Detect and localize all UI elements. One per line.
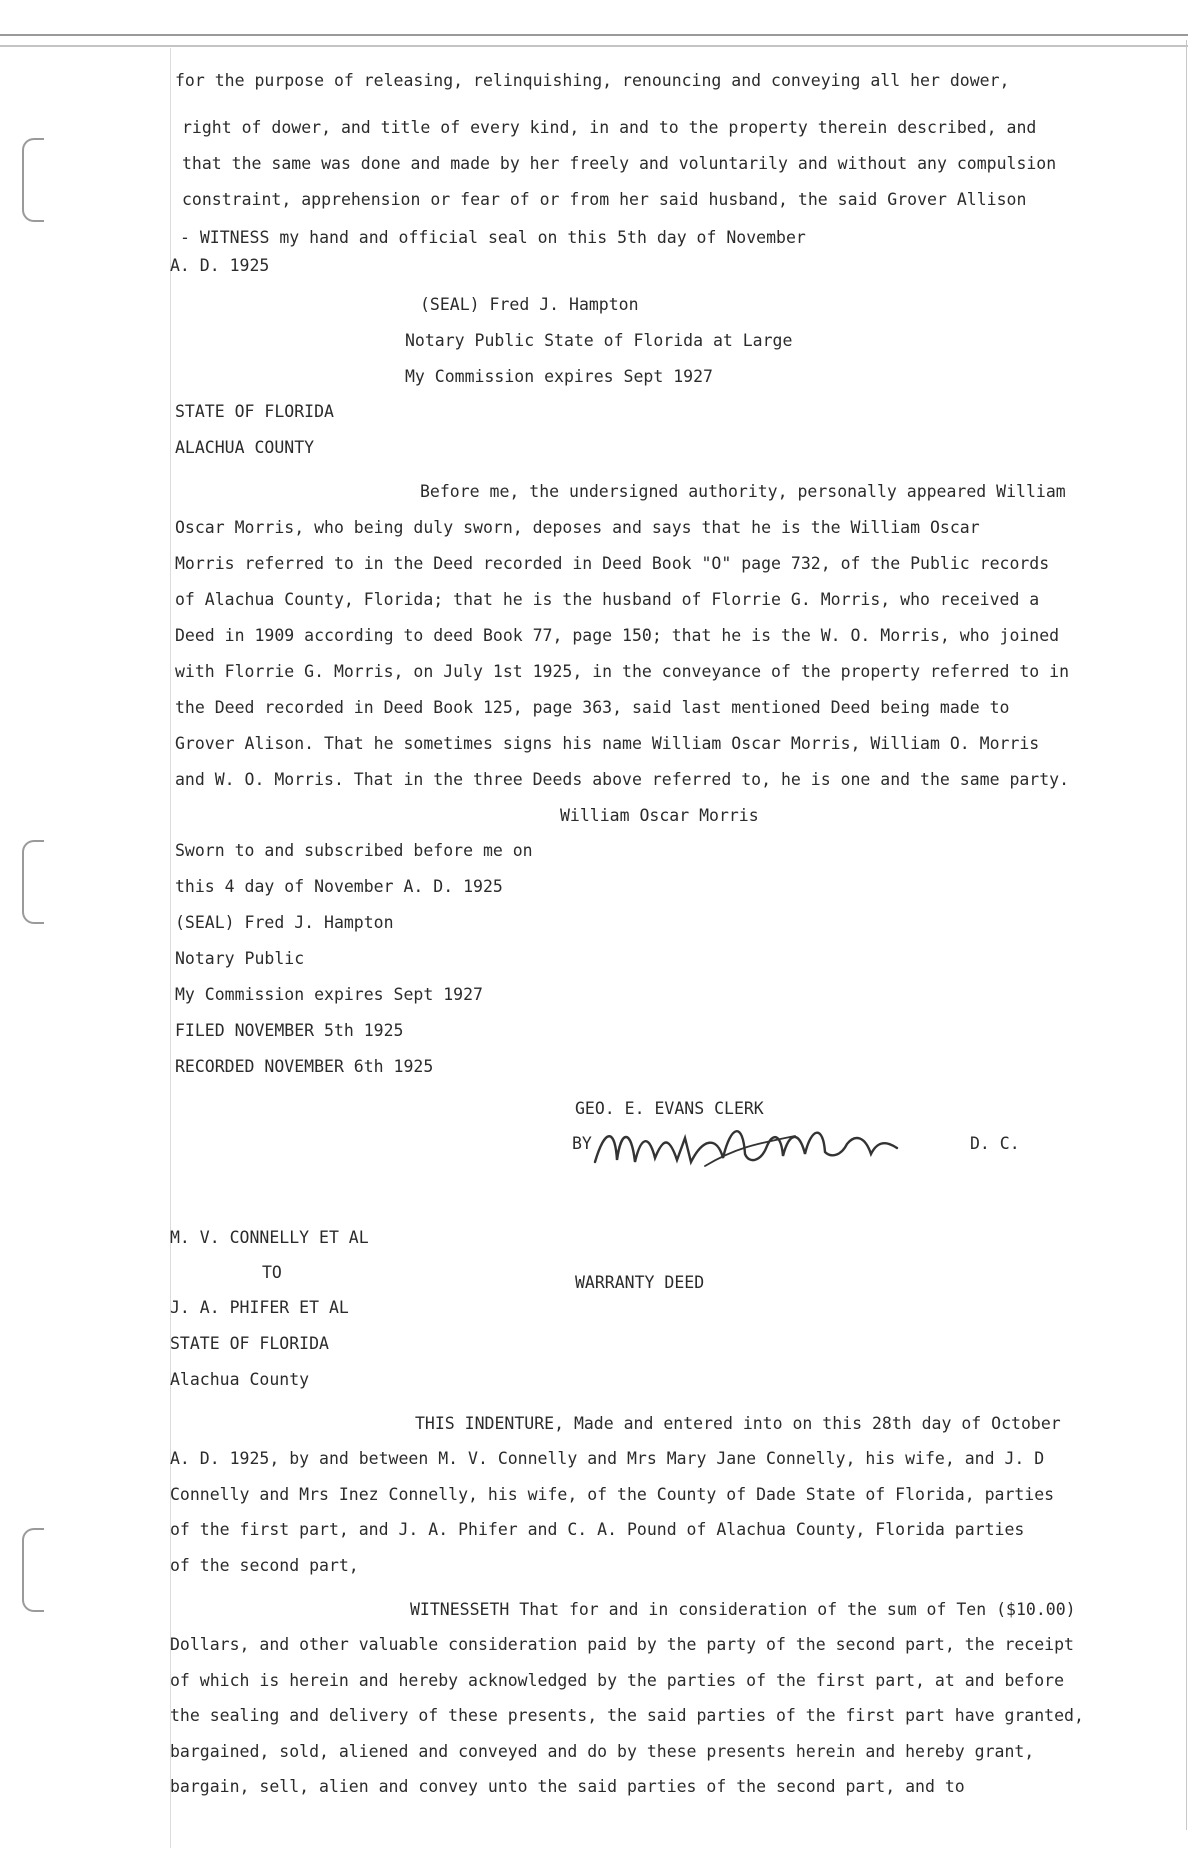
top-border-rule <box>0 34 1188 47</box>
doc-line-grantee: J. A. PHIFER ET AL <box>170 1298 349 1317</box>
doc-line-p2-l6: with Florrie G. Morris, on July 1st 1925, in the conveyance of the property referred to in <box>175 662 1070 681</box>
doc-line-p2-l5: Deed in 1909 according to deed Book 77, page 150; that he is the W. O. Morris, who joined <box>175 626 1060 645</box>
doc-line-p1-l2: right of dower, and title of every kind, in and to the property therein described, and <box>182 118 1037 137</box>
doc-line-witness-1: - WITNESS my hand and official seal on this 5th day of November <box>180 228 806 247</box>
doc-line-p2-l9: and W. O. Morris. That in the three Deeds above referred to, he is one and the same party. <box>175 770 1070 789</box>
doc-line-seal-2: (SEAL) Fred J. Hampton <box>175 913 394 932</box>
doc-line-warranty-deed: WARRANTY DEED <box>575 1273 705 1292</box>
doc-line-p2-l4: of Alachua County, Florida; that he is the husband of Florrie G. Morris, who received a <box>175 590 1040 609</box>
doc-line-seal-1: (SEAL) Fred J. Hampton <box>420 295 639 314</box>
doc-line-commission-2: My Commission expires Sept 1927 <box>175 985 483 1004</box>
clerk-signature <box>585 1118 915 1178</box>
doc-line-p3-l3: Connelly and Mrs Inez Connelly, his wife, of the County of Dade State of Florida, parties <box>170 1485 1055 1504</box>
doc-line-p3-l5: of the second part, <box>170 1556 359 1575</box>
doc-line-p2-l7: the Deed recorded in Deed Book 125, page 363, said last mentioned Deed being made to <box>175 698 1010 717</box>
doc-line-p4-l3: of which is herein and hereby acknowledged by the parties of the first part, at and before <box>170 1671 1065 1690</box>
doc-line-p3-l1: THIS INDENTURE, Made and entered into on this 28th day of October <box>415 1414 1061 1433</box>
doc-line-p1-l4: constraint, apprehension or fear of or from her said husband, the said Grover Allison <box>182 190 1027 209</box>
left-margin-line <box>170 48 171 1848</box>
doc-line-grantor: M. V. CONNELLY ET AL <box>170 1228 369 1247</box>
doc-line-sworn-2: this 4 day of November A. D. 1925 <box>175 877 503 896</box>
doc-line-notary-1: Notary Public State of Florida at Large <box>405 331 793 350</box>
doc-line-p3-l2: A. D. 1925, by and between M. V. Connelly and Mrs Mary Jane Connelly, his wife, and J. D <box>170 1449 1045 1468</box>
doc-line-p4-l1: WITNESSETH That for and in consideration of the sum of Ten ($10.00) <box>410 1600 1076 1619</box>
binder-hole-middle <box>22 840 44 924</box>
doc-line-to: TO <box>262 1263 282 1282</box>
doc-line-p4-l5: bargained, sold, aliened and conveyed and do by these presents herein and hereby grant, <box>170 1742 1035 1761</box>
doc-line-witness-date: A. D. 1925 <box>170 256 270 275</box>
doc-line-recorded: RECORDED NOVEMBER 6th 1925 <box>175 1057 434 1076</box>
doc-line-p2-l3: Morris referred to in the Deed recorded in Deed Book "O" page 732, of the Public records <box>175 554 1050 573</box>
doc-line-p2-l1: Before me, the undersigned authority, personally appeared William <box>420 482 1066 501</box>
doc-line-p2-l2: Oscar Morris, who being duly sworn, deposes and says that he is the William Oscar <box>175 518 980 537</box>
doc-line-p4-l2: Dollars, and other valuable consideration paid by the party of the second part, the receipt <box>170 1635 1074 1654</box>
doc-line-dc: D. C. <box>970 1134 1020 1153</box>
doc-line-commission-1: My Commission expires Sept 1927 <box>405 367 713 386</box>
doc-line-by: BY <box>572 1134 592 1153</box>
doc-line-sworn-1: Sworn to and subscribed before me on <box>175 841 533 860</box>
doc-line-filed: FILED NOVEMBER 5th 1925 <box>175 1021 404 1040</box>
doc-line-state-2: STATE OF FLORIDA <box>170 1334 329 1353</box>
doc-line-p2-l8: Grover Alison. That he sometimes signs his name William Oscar Morris, William O. Morris <box>175 734 1040 753</box>
doc-line-p3-l4: of the first part, and J. A. Phifer and C. A. Pound of Alachua County, Florida parties <box>170 1520 1025 1539</box>
doc-line-clerk: GEO. E. EVANS CLERK <box>575 1099 764 1118</box>
doc-line-p1-l1: for the purpose of releasing, relinquishing, renouncing and conveying all her dower, <box>175 71 1010 90</box>
doc-line-p4-l4: the sealing and delivery of these presents, the said parties of the first part have granted, <box>170 1706 1084 1725</box>
doc-line-state-1: STATE OF FLORIDA <box>175 402 334 421</box>
binder-hole-bottom <box>22 1528 44 1612</box>
doc-line-county-2: Alachua County <box>170 1370 310 1389</box>
right-page-edge <box>1186 40 1187 1830</box>
doc-line-p4-l6: bargain, sell, alien and convey unto the said parties of the second part, and to <box>170 1777 965 1796</box>
binder-hole-top <box>22 138 44 222</box>
doc-line-notary-2: Notary Public <box>175 949 305 968</box>
doc-line-affiant: William Oscar Morris <box>560 806 759 825</box>
doc-line-county-1: ALACHUA COUNTY <box>175 438 315 457</box>
doc-line-p1-l3: that the same was done and made by her freely and voluntarily and without any compulsion <box>182 154 1057 173</box>
